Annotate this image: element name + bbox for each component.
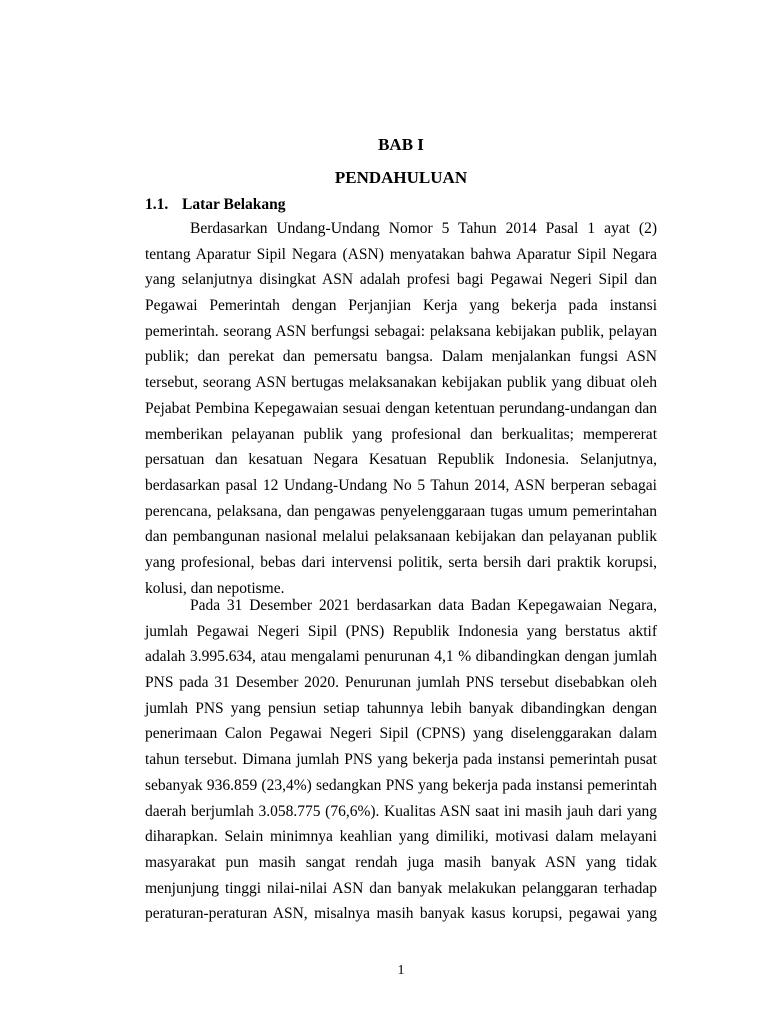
paragraph-line: Pada 31 Desember 2021 berdasarkan data Badan Kepegawaian Negara, (190, 597, 657, 614)
paragraph-line: perencana, pelaksana, dan pengawas penyelenggaraan tugas umum pemerintahan (145, 502, 657, 520)
paragraph-line: tahun tersebut. Dimana jumlah PNS yang bekerja pada instansi pemerintah pusat (145, 751, 657, 769)
chapter-title: PENDAHULUAN (334, 168, 468, 187)
section-heading (145, 193, 286, 217)
paragraph-line: jumlah Pegawai Negeri Sipil (PNS) Republik Indonesia yang berstatus aktif (145, 622, 657, 640)
paragraph-line: Pejabat Pembina Kepegawaian sesuai dengan ketentuan perundang-undangan dan (145, 399, 657, 417)
paragraph-1 (145, 216, 657, 601)
paragraph-line: publik; dan perekat dan pemersatu bangsa. Dalam menjalankan fungsi ASN (145, 348, 657, 366)
paragraph-line: memberikan pelayanan publik yang profesional dan berkualitas; mempererat (145, 425, 657, 443)
paragraph-line: diharapkan. Selain minimnya keahlian yang dimiliki, motivasi dalam melayani (145, 828, 657, 846)
paragraph-line: sebanyak 936.859 (23,4%) sedangkan PNS yang bekerja pada instansi pemerintah (145, 776, 657, 794)
paragraph-line: yang selanjutnya disingkat ASN adalah profesi bagi Pegawai Negeri Sipil dan (145, 271, 657, 289)
paragraph-line: jumlah PNS yang pensiun setiap tahunnya lebih banyak dibandingkan dengan (145, 699, 657, 717)
paragraph-2 (145, 593, 657, 927)
paragraph-line: daerah berjumlah 3.058.775 (76,6%). Kualitas ASN saat ini masih jauh dari yang (145, 802, 657, 820)
paragraph-line: kolusi, dan nepotisme. (145, 579, 285, 597)
paragraph-line: pemerintah. seorang ASN berfungsi sebagai: pelaksana kebijakan publik, pelayan (145, 322, 657, 340)
paragraph-line: peraturan-peraturan ASN, misalnya masih banyak kasus korupsi, pegawai yang (145, 905, 657, 923)
paragraph-line: yang profesional, bebas dari intervensi politik, serta bersih dari praktik korupsi, (145, 553, 657, 571)
paragraph-line: penerimaan Calon Pegawai Negeri Sipil (CPNS) yang diselenggarakan dalam (145, 725, 657, 743)
section-number: 1.1. (145, 196, 169, 213)
paragraph-line: Pegawai Pemerintah dengan Perjanjian Kerja yang bekerja pada instansi (145, 297, 657, 315)
paragraph-line: PNS pada 31 Desember 2020. Penurunan jumlah PNS tersebut disebabkan oleh (145, 674, 657, 692)
paragraph-line: menjunjung tinggi nilai-nilai ASN dan banyak melakukan pelanggaran terhadap (145, 879, 657, 897)
chapter-number: BAB I (378, 135, 424, 154)
paragraph-line: tentang Aparatur Sipil Negara (ASN) menyatakan bahwa Aparatur Sipil Negara (145, 245, 657, 263)
paragraph-line: Berdasarkan Undang-Undang Nomor 5 Tahun 2014 Pasal 1 ayat (2) (190, 220, 657, 237)
paragraph-line: berdasarkan pasal 12 Undang-Undang No 5 Tahun 2014, ASN berperan sebagai (145, 476, 657, 494)
paragraph-line: dan pembangunan nasional melalui pelaksanaan kebijakan dan pelayanan publik (145, 528, 657, 546)
paragraph-line: masyarakat pun masih sangat rendah juga masih banyak ASN yang tidak (145, 853, 657, 871)
paragraph-line: tersebut, seorang ASN bertugas melaksanakan kebijakan publik yang dibuat oleh (145, 374, 657, 392)
paragraph-line: adalah 3.995.634, atau mengalami penurunan 4,1 % dibandingkan dengan jumlah (145, 648, 657, 666)
page-number: 1 (397, 963, 405, 978)
section-title: Latar Belakang (182, 196, 286, 213)
paragraph-line: persatuan dan kesatuan Negara Kesatuan Republik Indonesia. Selanjutnya, (145, 451, 657, 469)
